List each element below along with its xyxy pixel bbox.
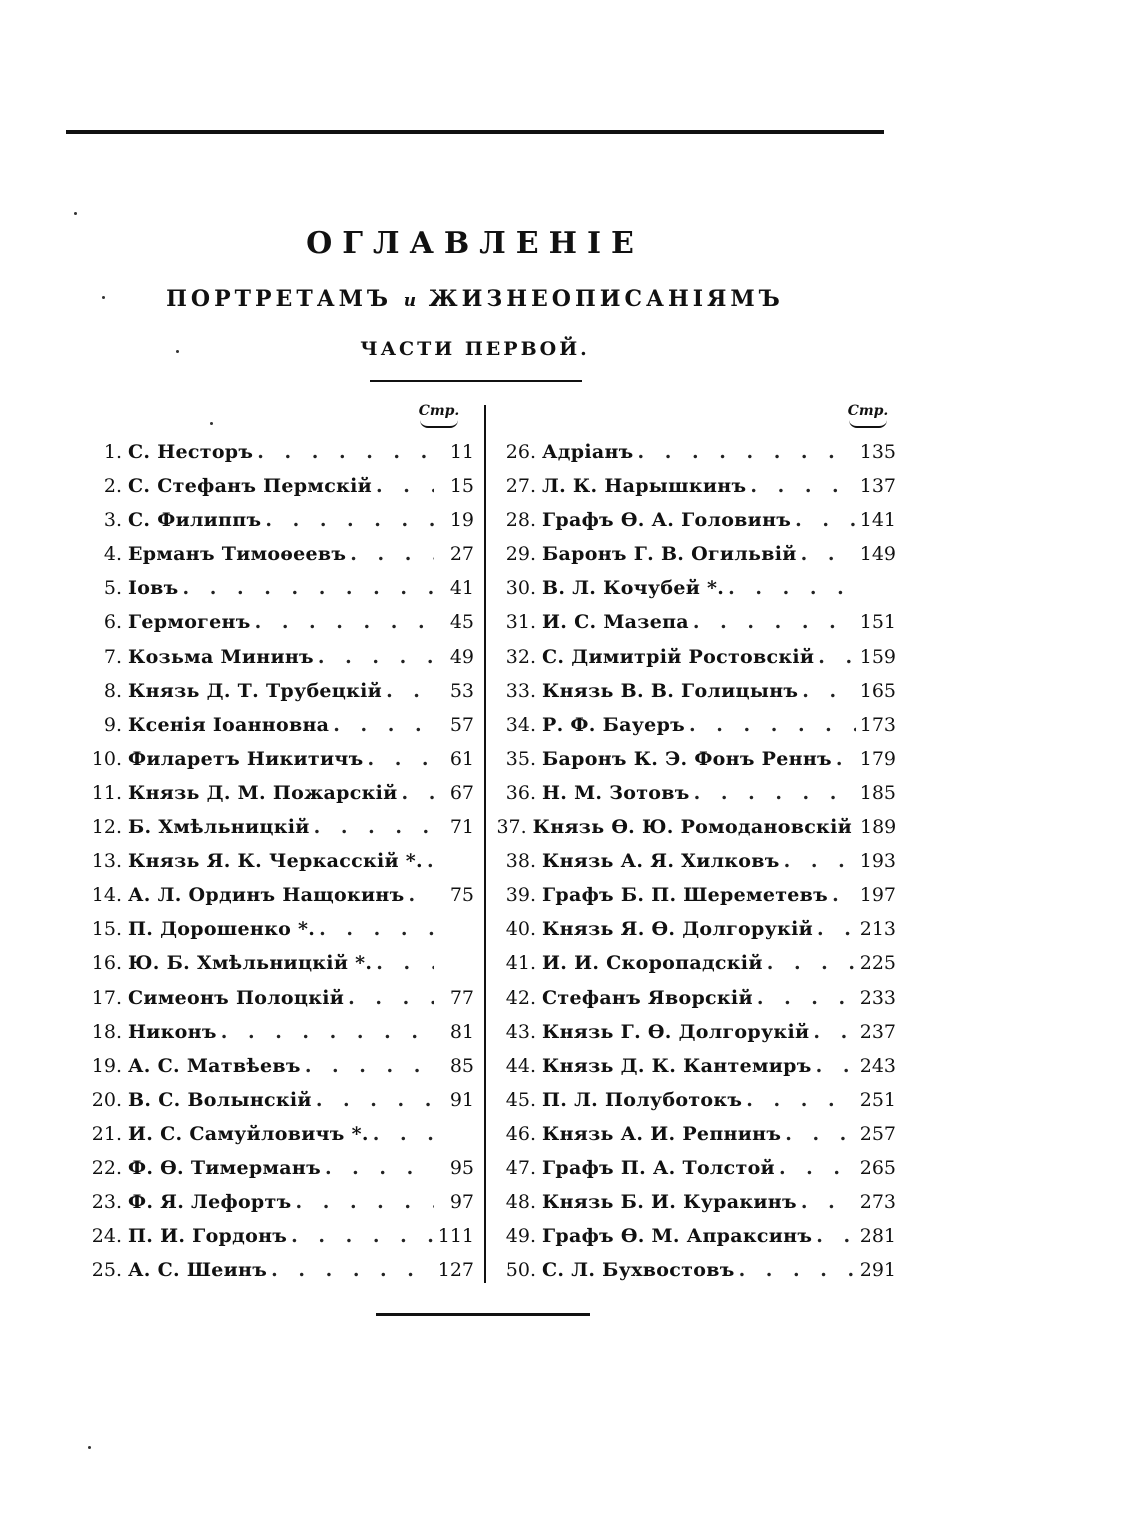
- entry-name: П. И. Гордонъ: [128, 1225, 288, 1248]
- subtitle-conjunction: и: [403, 291, 418, 311]
- entry-leader-dots: [779, 1151, 856, 1185]
- entry-number: 21.: [91, 1122, 122, 1145]
- entry-name: С. Филиппъ: [128, 509, 262, 532]
- entry-name: Гермогенъ: [128, 611, 251, 634]
- entry-number: 18.: [91, 1020, 122, 1043]
- entry-page: 77: [449, 986, 474, 1009]
- entry-number: 5.: [103, 577, 122, 600]
- entry-name: Графъ Ѳ. А. Головинъ: [542, 509, 792, 532]
- toc-entry: [492, 1049, 896, 1083]
- entry-name: Князь Я. К. Черкасскій *.: [128, 850, 423, 873]
- entry-leader-dots: [813, 1015, 855, 1049]
- part-label: ЧАСТИ ПЕРВОЙ.: [360, 338, 590, 360]
- toc-entry: [70, 640, 474, 674]
- entry-page: 251: [859, 1088, 896, 1111]
- subtitle-portraits: ПОРТРЕТАМЪ: [166, 286, 393, 312]
- toc-entry: [70, 674, 474, 708]
- entry-leader-dots: [638, 435, 856, 469]
- entry-name: Князь А. И. Репнинъ: [542, 1122, 782, 1145]
- entry-page: 127: [437, 1259, 474, 1282]
- entry-number: 32.: [505, 645, 536, 668]
- entry-page: 173: [859, 713, 896, 736]
- entry-name: А. С. Шеинъ: [128, 1259, 268, 1282]
- right-page-header: [843, 403, 893, 428]
- entry-name: Баронъ Г. В. Огильвій: [542, 543, 797, 566]
- entry-page: 15: [449, 475, 474, 498]
- entry-leader-dots: [728, 571, 856, 605]
- toc-entry: [70, 981, 474, 1015]
- entry-name: И. С. Мазепа: [542, 611, 689, 634]
- toc-entry: [70, 1083, 474, 1117]
- entry-number: 24.: [91, 1225, 122, 1248]
- entry-page: 91: [449, 1088, 474, 1111]
- entry-number: 11.: [91, 781, 122, 804]
- entry-page: 159: [859, 645, 896, 668]
- entry-name: Адріанъ: [542, 441, 634, 463]
- entry-page: 137: [859, 475, 896, 498]
- toc-entry: [492, 537, 896, 571]
- entry-number: 40.: [505, 918, 536, 941]
- entry-leader-dots: [257, 435, 434, 469]
- entry-page: 257: [859, 1122, 896, 1145]
- entry-page: 19: [449, 509, 474, 532]
- right-page-label: Стр.: [847, 403, 889, 419]
- entry-number: 48.: [505, 1191, 536, 1214]
- entry-number: 7.: [103, 645, 122, 668]
- entry-leader-dots: [832, 878, 856, 912]
- entry-leader-dots: [689, 708, 856, 742]
- entry-number: 47.: [505, 1156, 536, 1179]
- toc-entry: [70, 844, 474, 878]
- entry-name: Ю. Б. Хмѣльницкій *.: [128, 952, 373, 975]
- entry-name: В. Л. Кочубей *.: [542, 577, 725, 600]
- entry-page: 179: [859, 747, 896, 770]
- toc-entry: [492, 981, 896, 1015]
- entry-number: 8.: [103, 679, 122, 702]
- toc-entry: [70, 1253, 474, 1287]
- entry-leader-dots: [314, 810, 434, 844]
- entry-leader-dots: [295, 1185, 434, 1219]
- entry-name: С. Димитрій Ростовскій: [542, 645, 815, 668]
- entry-leader-dots: [319, 912, 434, 946]
- entry-leader-dots: [801, 537, 856, 571]
- toc-entry: [70, 469, 474, 503]
- toc-entry: [492, 469, 896, 503]
- entry-leader-dots: [367, 742, 434, 776]
- entry-page: 41: [449, 577, 474, 600]
- entry-leader-dots: [818, 640, 855, 674]
- toc-entry: [492, 946, 896, 980]
- ink-speck: [102, 296, 105, 299]
- entry-number: 14.: [91, 884, 122, 907]
- entry-page: 273: [859, 1191, 896, 1214]
- entry-number: 46.: [505, 1122, 536, 1145]
- left-page-header: [414, 403, 464, 428]
- entry-name: Графъ П. А. Толстой: [542, 1156, 775, 1179]
- entry-number: 12.: [91, 816, 122, 839]
- entry-leader-dots: [376, 469, 434, 503]
- toc-entry: [492, 742, 896, 776]
- toc-entry: [492, 1117, 896, 1151]
- entry-number: 43.: [505, 1020, 536, 1043]
- entry-leader-dots: [816, 1219, 856, 1253]
- subtitle-biographies: ЖИЗНЕОПИСАНІЯМЪ: [428, 286, 784, 312]
- entry-number: 26.: [505, 441, 536, 463]
- entry-number: 35.: [505, 747, 536, 770]
- entry-page: 197: [859, 884, 896, 907]
- toc-entry: [70, 776, 474, 810]
- ink-speck: [210, 422, 213, 425]
- entry-number: 20.: [91, 1088, 122, 1111]
- entry-number: 10.: [91, 747, 122, 770]
- entry-number: 42.: [505, 986, 536, 1009]
- left-page-label: Стр.: [418, 403, 460, 419]
- toc-entry: [492, 1253, 896, 1287]
- entry-leader-dots: [265, 503, 434, 537]
- entry-page: 57: [449, 713, 474, 736]
- entry-name: А. С. Матвѣевъ: [128, 1054, 301, 1077]
- entry-page: 243: [859, 1054, 896, 1077]
- entry-leader-dots: [271, 1253, 434, 1287]
- entry-number: 1.: [103, 441, 122, 463]
- entry-page: 291: [859, 1259, 896, 1282]
- entry-number: 33.: [505, 679, 536, 702]
- toc-entry: [492, 503, 896, 537]
- toc-entry: [70, 810, 474, 844]
- entry-name: Л. К. Нарышкинъ: [542, 475, 747, 498]
- toc-entry: [70, 742, 474, 776]
- entry-leader-dots: [767, 946, 856, 980]
- entry-name: Ерманъ Тимоѳеевъ: [128, 543, 347, 566]
- toc-entry: [70, 708, 474, 742]
- entry-name: Князь Д. М. Пожарскій: [128, 781, 398, 804]
- entry-name: С. Стефанъ Пермскій: [128, 475, 372, 498]
- entry-name: Князь А. Я. Хилковъ: [542, 850, 780, 873]
- entry-page: 141: [859, 509, 896, 532]
- entry-number: 50.: [505, 1259, 536, 1282]
- toc-entry: [70, 878, 474, 912]
- entry-number: 38.: [505, 850, 536, 873]
- entry-page: 71: [449, 816, 474, 839]
- bottom-rule: [376, 1313, 590, 1316]
- entry-page: 97: [449, 1191, 474, 1214]
- entry-leader-dots: [221, 1015, 434, 1049]
- entry-name: Князь Я. Ѳ. Долгорукій: [542, 918, 813, 941]
- toc-entry: [492, 878, 896, 912]
- entry-number: 2.: [103, 475, 122, 498]
- toc-entry: [70, 1185, 474, 1219]
- entry-page: 135: [859, 441, 896, 463]
- entry-number: 44.: [505, 1054, 536, 1077]
- entry-number: 45.: [505, 1088, 536, 1111]
- entry-name: Никонъ: [128, 1020, 217, 1043]
- heading-rule: [370, 380, 582, 382]
- entry-name: Князь Ѳ. Ю. Ромодановскій: [532, 816, 852, 839]
- entry-name: Ксенія Іоанновна: [128, 713, 330, 736]
- entry-name: Князь Г. Ѳ. Долгорукій: [542, 1020, 810, 1043]
- entry-leader-dots: [318, 640, 434, 674]
- entry-page: 45: [449, 611, 474, 634]
- toc-entry: [70, 1015, 474, 1049]
- toc-entry: [70, 571, 474, 605]
- toc-entry: [70, 537, 474, 571]
- entry-number: 22.: [91, 1156, 122, 1179]
- top-rule: [66, 130, 884, 134]
- entry-page: 225: [859, 952, 896, 975]
- entry-number: 29.: [505, 543, 536, 566]
- toc-entry: [70, 605, 474, 639]
- entry-number: 41.: [505, 952, 536, 975]
- entry-leader-dots: [757, 981, 856, 1015]
- entry-page: 189: [860, 816, 897, 839]
- entry-leader-dots: [694, 776, 856, 810]
- entry-leader-dots: [801, 1185, 856, 1219]
- entry-page: 265: [859, 1156, 896, 1179]
- toc-entry: [70, 1117, 474, 1151]
- toc-entry: [492, 435, 896, 469]
- entry-name: Іовъ: [128, 577, 179, 600]
- entry-number: 36.: [505, 781, 536, 804]
- entry-page: 11: [449, 441, 474, 463]
- ink-speck: [176, 350, 179, 353]
- toc-entry: [70, 1049, 474, 1083]
- entry-name: Н. М. Зотовъ: [542, 781, 690, 804]
- entry-name: Ф. Ѳ. Тимерманъ: [128, 1156, 321, 1179]
- entry-name: Козьма Мининъ: [128, 645, 314, 668]
- entry-page: 75: [449, 884, 474, 907]
- entry-page: 85: [449, 1054, 474, 1077]
- entry-page: 53: [449, 679, 474, 702]
- entry-leader-dots: [291, 1219, 434, 1253]
- toc-entry: [70, 912, 474, 946]
- entry-number: 23.: [91, 1191, 122, 1214]
- entry-number: 37.: [496, 816, 527, 839]
- entry-name: Графъ Ѳ. М. Апраксинъ: [542, 1225, 813, 1248]
- toc-entry: [492, 1219, 896, 1253]
- entry-name: Симеонъ Полоцкій: [128, 986, 345, 1009]
- toc-entry: [492, 1015, 896, 1049]
- entry-name: Графъ Б. П. Шереметевъ: [542, 884, 829, 907]
- entry-page: 111: [437, 1225, 474, 1248]
- entry-page: 281: [859, 1225, 896, 1248]
- toc-entry: [492, 708, 896, 742]
- entry-leader-dots: [693, 605, 856, 639]
- ink-speck: [74, 212, 77, 215]
- entry-name: Князь Б. И. Куракинъ: [542, 1191, 797, 1214]
- toc-entry: [492, 844, 896, 878]
- toc-entry: [492, 912, 896, 946]
- entry-name: П. Л. Полуботокъ: [542, 1088, 743, 1111]
- entry-name: Стефанъ Яворскій: [542, 986, 753, 1009]
- entry-page: 185: [859, 781, 896, 804]
- entry-leader-dots: [785, 1117, 856, 1151]
- entry-number: 49.: [505, 1225, 536, 1248]
- entry-leader-dots: [402, 776, 434, 810]
- entry-leader-dots: [817, 912, 856, 946]
- entry-page: 95: [449, 1156, 474, 1179]
- right-brace-icon: [849, 420, 887, 428]
- toc-entry: [70, 503, 474, 537]
- entry-number: 17.: [91, 986, 122, 1009]
- entry-leader-dots: [409, 878, 434, 912]
- entry-leader-dots: [255, 605, 434, 639]
- entry-number: 4.: [103, 543, 122, 566]
- toc-entry: [70, 1219, 474, 1253]
- left-brace-icon: [420, 420, 458, 428]
- entry-leader-dots: [348, 981, 434, 1015]
- entry-leader-dots: [836, 742, 856, 776]
- ink-speck: [88, 1446, 91, 1449]
- toc-entry: [492, 1185, 896, 1219]
- entry-leader-dots: [750, 469, 855, 503]
- entry-leader-dots: [305, 1049, 434, 1083]
- toc-entry: [70, 946, 474, 980]
- entry-name: С. Л. Бухвостовъ: [542, 1259, 735, 1282]
- entry-number: 34.: [505, 713, 536, 736]
- entry-name: Князь Д. К. Кантемиръ: [542, 1054, 812, 1077]
- entry-page: 151: [859, 611, 896, 634]
- left-column: [70, 435, 474, 1287]
- entry-leader-dots: [376, 946, 434, 980]
- entry-name: Ф. Я. Лефортъ: [128, 1191, 292, 1214]
- entry-name: А. Л. Ординъ Нащокинъ: [128, 884, 405, 907]
- entry-leader-dots: [816, 1049, 856, 1083]
- entry-leader-dots: [739, 1253, 856, 1287]
- entry-leader-dots: [795, 503, 856, 537]
- entry-number: 27.: [505, 475, 536, 498]
- entry-name: И. С. Самуйловичъ *.: [128, 1122, 369, 1145]
- right-column: [492, 435, 896, 1287]
- entry-leader-dots: [784, 844, 856, 878]
- entry-page: 237: [859, 1020, 896, 1043]
- entry-page: 81: [449, 1020, 474, 1043]
- entry-page: 193: [859, 850, 896, 873]
- entry-number: 15.: [91, 918, 122, 941]
- entry-name: В. С. Волынскій: [128, 1088, 312, 1111]
- entry-page: 61: [449, 747, 474, 770]
- entry-page: 149: [859, 543, 896, 566]
- toc-entry: [492, 571, 896, 605]
- entry-number: 31.: [505, 611, 536, 634]
- entry-name: Баронъ К. Э. Фонъ Реннъ: [542, 747, 832, 770]
- entry-name: Филаретъ Никитичъ: [128, 747, 364, 770]
- entry-page: 233: [859, 986, 896, 1009]
- entry-leader-dots: [427, 844, 434, 878]
- entry-name: Князь В. В. Голицынъ: [542, 679, 799, 702]
- toc-entry: [492, 810, 896, 844]
- column-divider: [484, 405, 486, 1283]
- entry-name: С. Несторъ: [128, 441, 254, 463]
- entry-number: 9.: [103, 713, 122, 736]
- entry-number: 16.: [91, 952, 122, 975]
- entry-leader-dots: [373, 1117, 434, 1151]
- entry-number: 19.: [91, 1054, 122, 1077]
- entry-number: 13.: [91, 850, 122, 873]
- entry-number: 28.: [505, 509, 536, 532]
- entry-page: 67: [449, 781, 474, 804]
- entry-name: Князь Д. Т. Трубецкій: [128, 679, 383, 702]
- subtitle: [0, 286, 950, 312]
- entry-name: П. Дорошенко *.: [128, 918, 316, 941]
- entry-leader-dots: [802, 674, 855, 708]
- entry-page: 27: [449, 543, 474, 566]
- entry-leader-dots: [746, 1083, 855, 1117]
- entry-leader-dots: [333, 708, 434, 742]
- entry-leader-dots: [183, 571, 434, 605]
- entry-name: Р. Ф. Бауеръ: [542, 713, 686, 736]
- entry-number: 39.: [505, 884, 536, 907]
- entry-leader-dots: [316, 1083, 434, 1117]
- entry-number: 25.: [91, 1259, 122, 1282]
- toc-entry: [70, 435, 474, 469]
- entry-name: Б. Хмѣльницкій: [128, 816, 310, 839]
- toc-entry: [492, 776, 896, 810]
- toc-entry: [492, 640, 896, 674]
- toc-entry: [492, 1083, 896, 1117]
- entry-page: 49: [449, 645, 474, 668]
- entry-number: 3.: [103, 509, 122, 532]
- entry-leader-dots: [386, 674, 434, 708]
- entry-page: 165: [859, 679, 896, 702]
- toc-entry: [492, 674, 896, 708]
- page-title: ОГЛАВЛЕНІЕ: [306, 226, 644, 261]
- toc-entry: [492, 605, 896, 639]
- entry-number: 30.: [505, 577, 536, 600]
- entry-number: 6.: [103, 611, 122, 634]
- entry-name: И. И. Скоропадскій: [542, 952, 763, 975]
- toc-entry: [492, 1151, 896, 1185]
- entry-leader-dots: [325, 1151, 434, 1185]
- entry-page: 213: [859, 918, 896, 941]
- toc-entry: [70, 1151, 474, 1185]
- entry-leader-dots: [350, 537, 434, 571]
